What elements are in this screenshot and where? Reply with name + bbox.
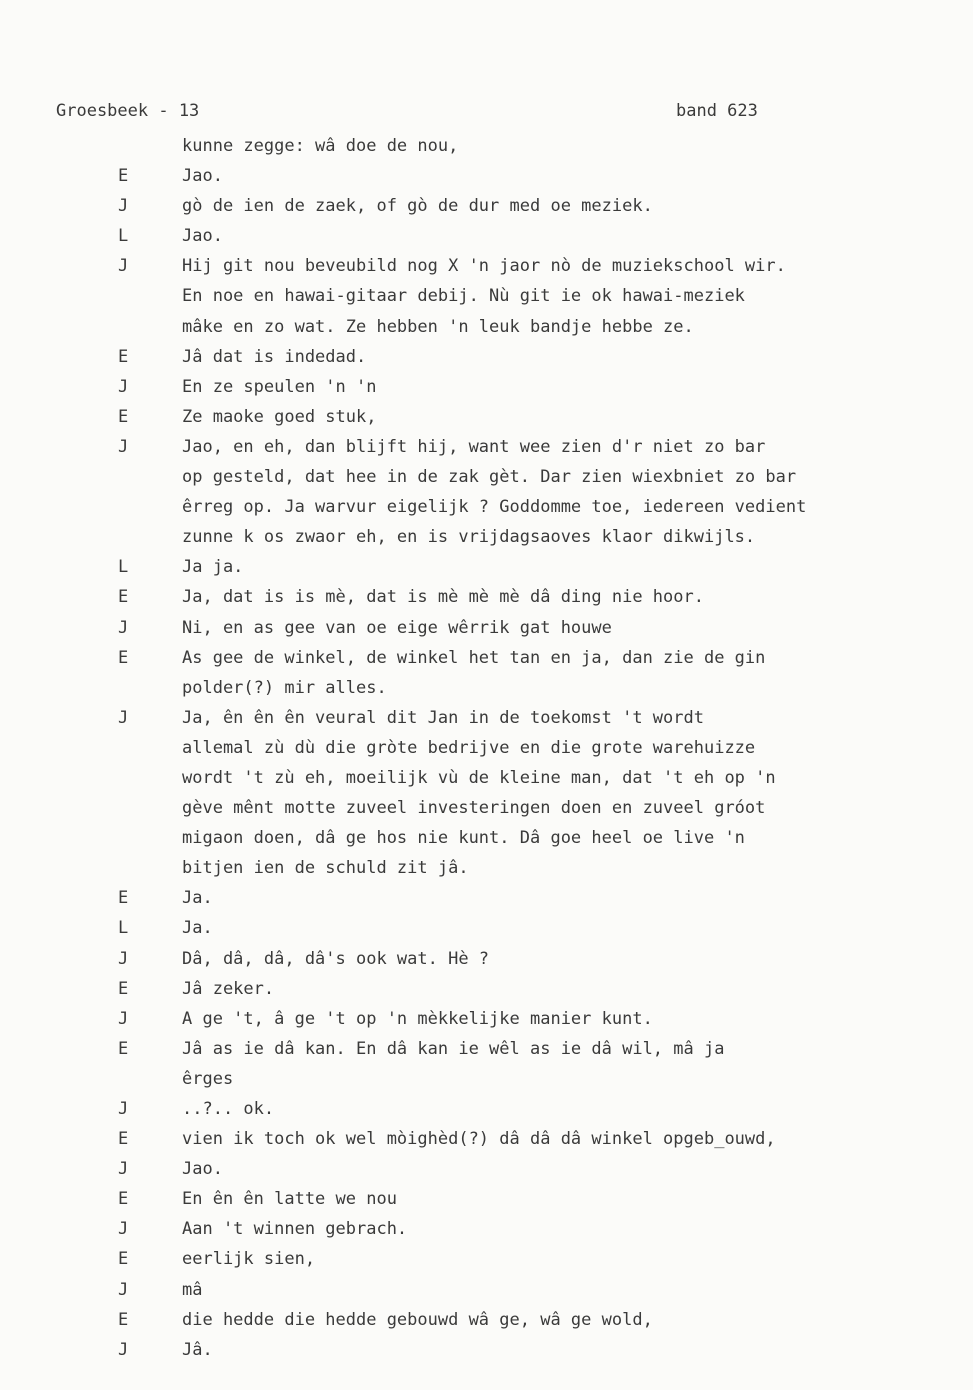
speaker-label: L	[118, 226, 129, 247]
header-page-label: Groesbeek - 13	[56, 101, 200, 121]
line-text: Jâ zeker.	[182, 978, 275, 999]
transcript-line	[0, 402, 973, 432]
line-text: zunne k os zwaor eh, en is vrijdagsaoves klaor dikwijls.	[182, 527, 756, 548]
transcript-line	[0, 372, 973, 402]
transcript-line	[0, 1275, 973, 1305]
speaker-label: J	[118, 617, 129, 638]
transcript	[0, 131, 973, 1365]
speaker-label: J	[118, 376, 129, 397]
line-text: Jao, en eh, dan blijft hij, want wee zien d'r niet zo bar	[182, 436, 766, 457]
transcript-line	[0, 131, 973, 161]
speaker-label: J	[118, 707, 129, 728]
speaker-label: J	[118, 1339, 129, 1360]
transcript-line	[0, 763, 973, 793]
transcript-line	[0, 703, 973, 733]
line-text: Ja, ên ên ên veural dit Jan in de toekomst 't wordt	[182, 707, 704, 728]
transcript-line	[0, 1305, 973, 1335]
line-text: Ze maoke goed stuk,	[182, 406, 377, 427]
transcript-line	[0, 673, 973, 703]
line-text: A ge 't, â ge 't op 'n mèkkelijke manier kunt.	[182, 1008, 653, 1029]
line-text: migaon doen, dâ ge hos nie kunt. Dâ goe heel oe live 'n	[182, 828, 745, 849]
line-text: Aan 't winnen gebrach.	[182, 1219, 408, 1240]
transcript-line	[0, 492, 973, 522]
line-text: Jâ.	[182, 1339, 213, 1360]
line-text: Jao.	[182, 226, 223, 247]
transcript-line	[0, 191, 973, 221]
line-text: êrreg op. Ja warvur eigelijk ? Goddomme toe, iedereen vedient	[182, 497, 807, 518]
line-text: polder(?) mir alles.	[182, 677, 387, 698]
transcript-line	[0, 1244, 973, 1274]
transcript-line	[0, 1094, 973, 1124]
speaker-label: E	[118, 1249, 129, 1270]
transcript-line	[0, 793, 973, 823]
line-text: kunne zegge: wâ doe de nou,	[182, 136, 459, 156]
speaker-label: L	[118, 918, 129, 939]
transcript-line	[0, 522, 973, 552]
transcript-line	[0, 1214, 973, 1244]
transcript-line	[0, 974, 973, 1004]
transcript-line	[0, 312, 973, 342]
line-text: op gesteld, dat hee in de zak gèt. Dar zien wiexbniet zo bar	[182, 467, 797, 488]
transcript-line	[0, 733, 973, 763]
line-text: En ên ên latte we nou	[182, 1189, 397, 1210]
transcript-line	[0, 643, 973, 673]
speaker-label: J	[118, 1219, 129, 1240]
transcript-line	[0, 823, 973, 853]
transcript-line	[0, 281, 973, 311]
line-text: bitjen ien de schuld zit jâ.	[182, 858, 469, 879]
transcript-line	[0, 913, 973, 943]
transcript-line	[0, 582, 973, 612]
transcript-line	[0, 432, 973, 462]
transcript-line	[0, 462, 973, 492]
transcript-line	[0, 853, 973, 883]
transcript-line	[0, 1335, 973, 1365]
speaker-label: E	[118, 1129, 129, 1150]
speaker-label: E	[118, 888, 129, 909]
line-text: gò de ien de zaek, of gò de dur med oe meziek.	[182, 196, 653, 217]
line-text: Dâ, dâ, dâ, dâ's ook wat. Hè ?	[182, 948, 490, 969]
header-tape-label: band 623	[676, 101, 758, 121]
line-text: Ni, en as gee van oe eige wêrrik gat houwe	[182, 617, 612, 638]
transcript-line	[0, 1064, 973, 1094]
speaker-label: E	[118, 647, 129, 668]
line-text: Jâ as ie dâ kan. En dâ kan ie wêl as ie dâ wil, mâ ja	[182, 1038, 725, 1059]
line-text: Ja.	[182, 888, 213, 909]
transcript-line	[0, 1124, 973, 1154]
transcript-line	[0, 251, 973, 281]
speaker-label: E	[118, 1309, 129, 1330]
speaker-label: J	[118, 1159, 129, 1180]
speaker-label: E	[118, 346, 129, 367]
line-text: As gee de winkel, de winkel het tan en ja, dan zie de gin	[182, 647, 766, 668]
line-text: Jâ dat is indedad.	[182, 346, 367, 367]
transcript-line	[0, 1034, 973, 1064]
speaker-label: E	[118, 1189, 129, 1210]
transcript-line	[0, 221, 973, 251]
line-text: Ja ja.	[182, 557, 244, 578]
line-text: Ja.	[182, 918, 213, 939]
speaker-label: J	[118, 256, 129, 277]
line-text: gève mênt motte zuveel investeringen doen en zuveel gróot	[182, 798, 766, 819]
transcript-line	[0, 883, 973, 913]
line-text: eerlijk sien,	[182, 1249, 316, 1270]
speaker-label: J	[118, 196, 129, 217]
line-text: Jao.	[182, 166, 223, 187]
speaker-label: E	[118, 406, 129, 427]
speaker-label: E	[118, 1038, 129, 1059]
line-text: wordt 't zù eh, moeilijk vù de kleine man, dat 't eh op 'n	[182, 767, 776, 788]
transcript-line	[0, 944, 973, 974]
line-text: vien ik toch ok wel mòighèd(?) dâ dâ dâ winkel opgeb_ouwd,	[182, 1129, 776, 1150]
transcript-line	[0, 342, 973, 372]
line-text: êrges	[182, 1068, 234, 1089]
line-text: ..?.. ok.	[182, 1099, 275, 1119]
line-text: mâke en zo wat. Ze hebben 'n leuk bandje hebbe ze.	[182, 316, 694, 337]
line-text: allemal zù dù die gròte bedrijve en die grote warehuizze	[182, 737, 756, 758]
speaker-label: L	[118, 557, 129, 578]
transcript-line	[0, 552, 973, 582]
line-text: Hij git nou beveubild nog X 'n jaor nò de muziekschool wir.	[182, 256, 786, 277]
speaker-label: J	[118, 1008, 129, 1029]
line-text: Jao.	[182, 1159, 223, 1180]
line-text: Ja, dat is is mè, dat is mè mè mè dâ ding nie hoor.	[182, 587, 704, 608]
transcript-line	[0, 613, 973, 643]
line-text: En noe en hawai-gitaar debij. Nù git ie ok hawai-meziek	[182, 286, 745, 307]
line-text: die hedde die hedde gebouwd wâ ge, wâ ge wold,	[182, 1309, 653, 1330]
line-text: mâ	[182, 1279, 203, 1300]
transcript-line	[0, 1154, 973, 1184]
speaker-label: J	[118, 1099, 129, 1119]
speaker-label: E	[118, 978, 129, 999]
transcript-line	[0, 1184, 973, 1214]
transcript-line	[0, 1004, 973, 1034]
speaker-label: J	[118, 436, 129, 457]
transcript-line	[0, 161, 973, 191]
speaker-label: J	[118, 948, 129, 969]
line-text: En ze speulen 'n 'n	[182, 376, 377, 397]
speaker-label: J	[118, 1279, 129, 1300]
speaker-label: E	[118, 587, 129, 608]
speaker-label: E	[118, 166, 129, 187]
